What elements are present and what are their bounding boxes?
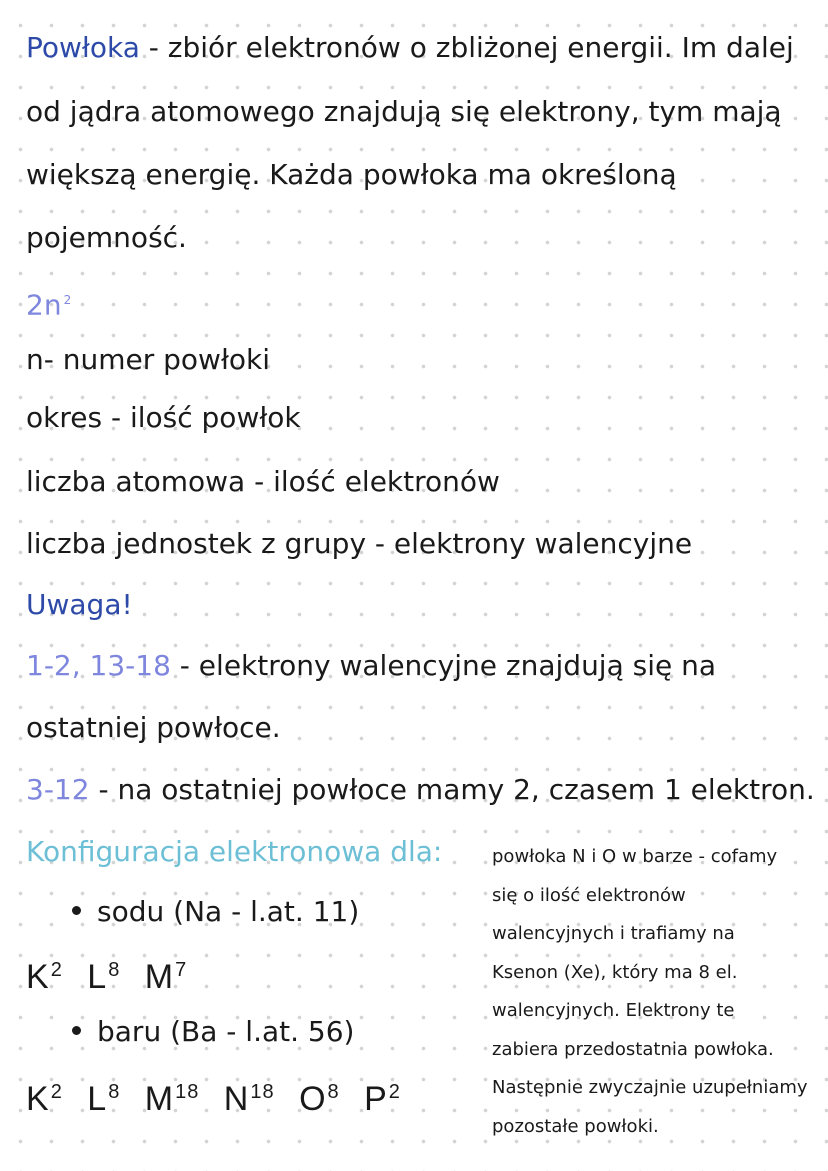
- bullet-dot-icon: [72, 1026, 81, 1035]
- intro-line-3: większą energię. Każda powłoka ma określoną: [26, 158, 677, 191]
- shell-m: $M^7$: [144, 958, 188, 996]
- definition-n: n- numer powłoki: [26, 343, 271, 376]
- sodium-configuration: [26, 950, 201, 997]
- rule-1-continued: ostatniej powłoce.: [26, 711, 281, 744]
- formula-exponent: 2: [63, 293, 72, 307]
- intro-definition-1: - zbiór elektronów o zbliżonej energii. Im dalej: [139, 31, 794, 64]
- barium-configuration: [26, 1072, 415, 1119]
- definition-liczba-atomowa: liczba atomowa - ilość elektronów: [26, 465, 500, 498]
- intro-line-2: od jądra atomowego znajdują się elektrony, tym mają: [26, 95, 782, 128]
- side-note-line: Następnie zwyczajnie uzupełniamy: [492, 1077, 808, 1098]
- rule-1: [26, 646, 716, 686]
- definition-okres: okres - ilość powłok: [26, 401, 301, 434]
- intro-line-1: [26, 28, 794, 68]
- barium-label: baru (Ba - l.at. 56): [97, 1015, 355, 1048]
- intro-line-4: pojemność.: [26, 221, 187, 254]
- side-note-line: zabiera przedostatnia powłoka.: [492, 1038, 774, 1060]
- term-powloka: Powłoka: [26, 31, 140, 64]
- shell-l: $L^8$: [87, 1080, 121, 1118]
- shell-p: $P^2$: [364, 1080, 401, 1118]
- barium-bullet: [72, 1012, 354, 1052]
- side-note-line: walencyjnych i trafiamy na: [492, 923, 735, 944]
- configuration-heading: Konfiguracja elektronowa dla:: [26, 835, 443, 868]
- rule-2-text: - na ostatniej powłoce mamy 2, czasem 1 elektron.: [89, 773, 815, 806]
- shell-o: $O^8$: [299, 1080, 340, 1118]
- rule-1-groups: 1-2, 13-18: [26, 649, 171, 682]
- shell-n: $N^{18}$: [223, 1080, 275, 1118]
- rule-2: [26, 770, 815, 810]
- rule-1-text: - elektrony walencyjne znajdują się na: [170, 649, 717, 682]
- side-note-line: Ksenon (Xe), który ma 8 el.: [492, 961, 738, 983]
- bullet-dot-icon: [72, 906, 81, 915]
- sodium-label: sodu (Na - l.at. 11): [97, 895, 360, 928]
- shell-k: $K^2$: [26, 958, 63, 996]
- shell-k: $K^2$: [26, 1080, 63, 1118]
- side-note-line: walencyjnych. Elektrony te: [492, 1000, 735, 1021]
- definition-liczba-jednostek: liczba jednostek z grupy - elektrony walencyjne: [26, 527, 693, 560]
- formula-base: 2n: [26, 288, 62, 322]
- side-note-line: się o ilość elektronów: [492, 884, 686, 906]
- warning-title: Uwaga!: [26, 588, 133, 621]
- rule-2-groups: 3-12: [26, 773, 90, 806]
- side-note: [492, 838, 812, 1146]
- shell-l: $L^8$: [87, 958, 121, 996]
- side-note-line: powłoka N i O w barze - cofamy: [492, 846, 778, 867]
- capacity-formula: [26, 280, 71, 325]
- side-note-line: pozostałe powłoki.: [492, 1115, 659, 1137]
- shell-m: $M^{18}$: [144, 1080, 200, 1118]
- sodium-bullet: [72, 892, 359, 932]
